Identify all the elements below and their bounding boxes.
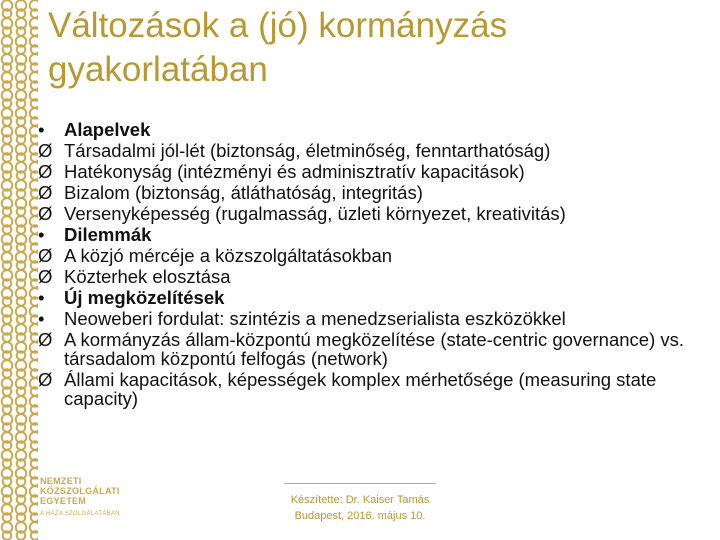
- list-item: [38, 330, 698, 368]
- list-item: [38, 246, 698, 265]
- footer-divider: [284, 483, 436, 484]
- logo-text: [40, 476, 120, 519]
- university-logo: [40, 462, 150, 524]
- list-item: [38, 309, 698, 328]
- slide-title: [48, 4, 688, 92]
- logo-tagline: A HAZA SZOLGÁLATÁBAN: [40, 511, 120, 517]
- list-item: [38, 183, 698, 202]
- bullet-marker: Ø: [38, 369, 53, 390]
- bullet-text: Dilemmák: [64, 224, 152, 245]
- list-item: [38, 162, 698, 181]
- bullet-list: [38, 120, 698, 410]
- bullet-text: Versenyképesség (rugalmasság, üzleti környezet, kreativitás): [64, 203, 566, 224]
- list-item: [38, 204, 698, 223]
- bullet-marker: •: [38, 224, 45, 245]
- bullet-marker: •: [38, 287, 45, 308]
- list-item: [38, 141, 698, 160]
- title-line-2: gyakorlatában: [48, 50, 268, 89]
- bullet-marker: Ø: [38, 329, 53, 350]
- list-item: [38, 370, 698, 408]
- bullet-marker: Ø: [38, 161, 53, 182]
- decorative-border: [0, 0, 38, 540]
- logo-line-1: NEMZETI: [40, 476, 82, 486]
- footer-author: Készítette: Dr. Kaiser Tamás: [290, 494, 430, 506]
- bullet-marker: Ø: [38, 140, 53, 161]
- bullet-marker: •: [38, 119, 45, 140]
- footer-place-date: Budapest, 2016. május 10.: [294, 510, 426, 522]
- bullet-text: Közterhek elosztása: [64, 266, 231, 287]
- list-item: [38, 120, 698, 139]
- list-item: [38, 225, 698, 244]
- bullet-text: Bizalom (biztonság, átláthatóság, integritás): [64, 182, 423, 203]
- list-item: [38, 288, 698, 307]
- bullet-text: Társadalmi jól-lét (biztonság, életminőség, fenntarthatóság): [64, 140, 551, 161]
- bullet-text: A közjó mércéje a közszolgáltatásokban: [64, 245, 393, 266]
- logo-line-2: KÖZSZOLGÁLATI: [40, 486, 120, 496]
- bullet-marker: Ø: [38, 182, 53, 203]
- bullet-marker: •: [38, 308, 45, 329]
- bullet-text: A kormányzás állam-központú megközelítése (state-centric governance) vs. társadalom központú felfogás (network): [64, 329, 685, 369]
- title-line-1: Változások a (jó) kormányzás: [48, 6, 508, 45]
- footer: [270, 492, 450, 524]
- bullet-marker: Ø: [38, 266, 53, 287]
- bullet-text: Alapelvek: [64, 119, 151, 140]
- bullet-marker: Ø: [38, 245, 53, 266]
- bullet-text: Új megközelítések: [64, 287, 225, 308]
- bullet-marker: Ø: [38, 203, 53, 224]
- bullet-text: Állami kapacitások, képességek komplex mérhetősége (measuring state capacity): [64, 369, 657, 409]
- list-item: [38, 267, 698, 286]
- logo-line-3: EGYETEM: [40, 496, 87, 506]
- bullet-text: Hatékonyság (intézményi és adminisztratív kapacitások): [64, 161, 525, 182]
- bullet-text: Neoweberi fordulat: szintézis a menedzserialista eszközökkel: [64, 308, 566, 329]
